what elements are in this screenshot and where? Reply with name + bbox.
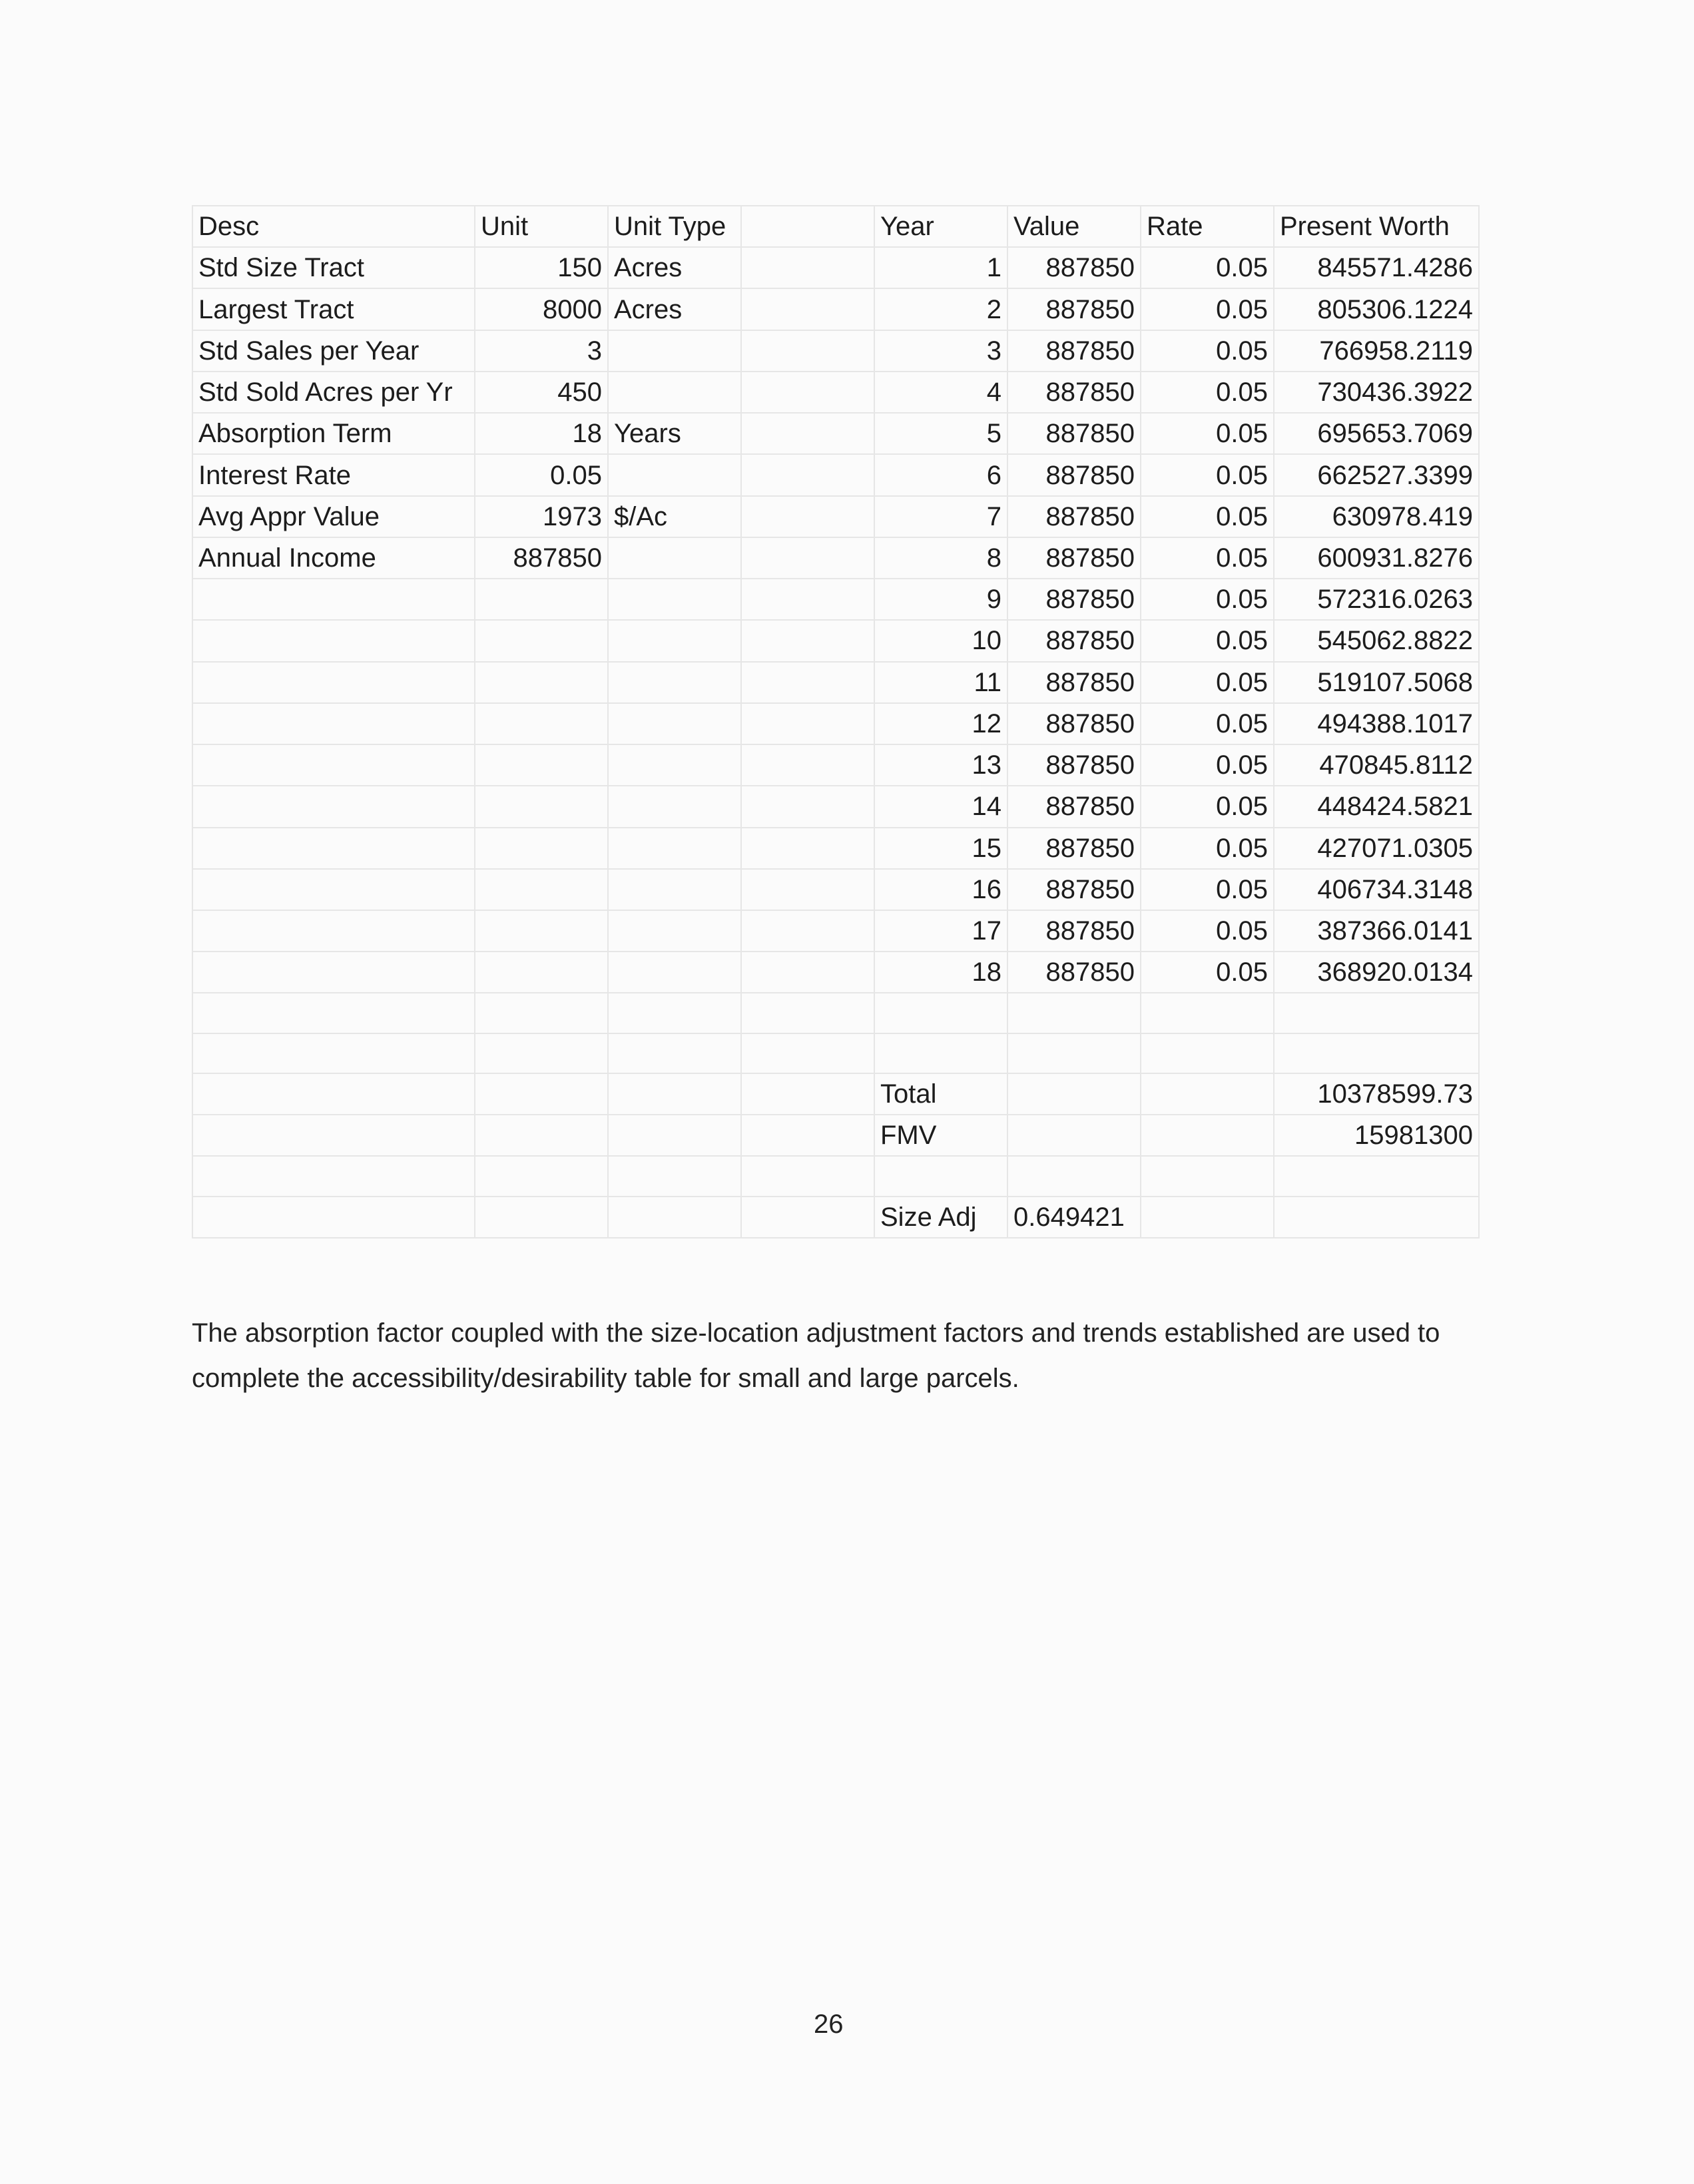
empty-cell	[608, 1156, 741, 1196]
present-worth-cell: 766958.2119	[1274, 330, 1479, 372]
empty-cell	[741, 662, 874, 703]
rate-cell: 0.05	[1141, 247, 1274, 288]
empty-cell	[192, 1197, 475, 1238]
caption-paragraph: The absorption factor coupled with the size-location adjustment factors and trends established are used to complete the accessibility/desirability table for small and large parcels.	[192, 1318, 1440, 1393]
year-cell: 17	[874, 910, 1007, 952]
unit-type-cell: Years	[608, 413, 741, 454]
desc-cell: Interest Rate	[192, 454, 475, 495]
unit-type-cell: $/Ac	[608, 496, 741, 537]
empty-cell	[475, 993, 608, 1033]
empty-cell	[1141, 1073, 1274, 1115]
rate-cell: 0.05	[1141, 828, 1274, 869]
present-worth-cell: 406734.3148	[1274, 869, 1479, 910]
table-row	[192, 1033, 1479, 1073]
rate-cell: 0.05	[1141, 372, 1274, 413]
unit-cell: 3	[475, 330, 608, 372]
rate-cell: 0.05	[1141, 703, 1274, 744]
empty-cell	[874, 993, 1007, 1033]
present-worth-cell: 545062.8822	[1274, 620, 1479, 661]
empty-cell	[192, 1156, 475, 1196]
year-cell: 15	[874, 828, 1007, 869]
value-cell: 887850	[1007, 910, 1141, 952]
year-cell: 8	[874, 537, 1007, 579]
desc-cell: Avg Appr Value	[192, 496, 475, 537]
year-cell: 12	[874, 703, 1007, 744]
table-row	[192, 579, 1479, 620]
table-row	[192, 910, 1479, 952]
empty-cell	[741, 1156, 874, 1196]
header-unit-type: Unit Type	[608, 206, 741, 247]
empty-cell	[192, 620, 475, 661]
empty-cell	[1141, 993, 1274, 1033]
empty-cell	[741, 1073, 874, 1115]
unit-type-cell	[608, 330, 741, 372]
empty-cell	[475, 828, 608, 869]
value-cell: 887850	[1007, 454, 1141, 495]
desc-cell: Annual Income	[192, 537, 475, 579]
value-cell: 887850	[1007, 828, 1141, 869]
empty-cell	[475, 1073, 608, 1115]
empty-cell	[475, 1197, 608, 1238]
empty-cell	[608, 828, 741, 869]
fmv-label: FMV	[874, 1115, 1007, 1156]
page-number: 26	[814, 2010, 844, 2039]
year-cell: 3	[874, 330, 1007, 372]
value-cell: 887850	[1007, 744, 1141, 786]
rate-cell: 0.05	[1141, 910, 1274, 952]
rate-cell: 0.05	[1141, 496, 1274, 537]
empty-cell	[608, 620, 741, 661]
empty-cell	[1274, 993, 1479, 1033]
empty-cell	[1007, 993, 1141, 1033]
value-cell: 887850	[1007, 537, 1141, 579]
empty-cell	[741, 993, 874, 1033]
empty-cell	[608, 579, 741, 620]
year-cell: 1	[874, 247, 1007, 288]
empty-cell	[741, 496, 874, 537]
table-row	[192, 620, 1479, 661]
header-unit: Unit	[475, 206, 608, 247]
empty-cell	[608, 1073, 741, 1115]
empty-cell	[608, 993, 741, 1033]
empty-cell	[192, 952, 475, 993]
year-cell: 10	[874, 620, 1007, 661]
value-cell: 887850	[1007, 786, 1141, 827]
empty-cell	[192, 993, 475, 1033]
empty-cell	[475, 744, 608, 786]
year-cell: 9	[874, 579, 1007, 620]
empty-cell	[192, 869, 475, 910]
empty-cell	[741, 247, 874, 288]
empty-cell	[874, 1156, 1007, 1196]
year-cell: 6	[874, 454, 1007, 495]
rate-cell: 0.05	[1141, 330, 1274, 372]
present-worth-cell: 387366.0141	[1274, 910, 1479, 952]
fmv-value: 15981300	[1274, 1115, 1479, 1156]
spreadsheet-table	[192, 205, 1480, 1238]
value-cell: 887850	[1007, 869, 1141, 910]
present-worth-cell: 519107.5068	[1274, 662, 1479, 703]
rate-cell: 0.05	[1141, 786, 1274, 827]
empty-cell	[1141, 1033, 1274, 1073]
unit-cell: 150	[475, 247, 608, 288]
empty-cell	[741, 828, 874, 869]
empty-cell	[741, 454, 874, 495]
empty-cell	[1007, 1073, 1141, 1115]
present-worth-cell: 427071.0305	[1274, 828, 1479, 869]
empty-cell	[741, 1033, 874, 1073]
empty-cell	[608, 786, 741, 827]
unit-cell: 18	[475, 413, 608, 454]
value-cell: 887850	[1007, 288, 1141, 330]
empty-cell	[741, 620, 874, 661]
empty-cell	[1141, 1115, 1274, 1156]
empty-cell	[1007, 1156, 1141, 1196]
rate-cell: 0.05	[1141, 454, 1274, 495]
desc-cell: Absorption Term	[192, 413, 475, 454]
year-cell: 2	[874, 288, 1007, 330]
year-cell: 5	[874, 413, 1007, 454]
empty-cell	[1274, 1197, 1479, 1238]
year-cell: 13	[874, 744, 1007, 786]
table-row	[192, 413, 1479, 454]
empty-cell	[608, 1197, 741, 1238]
empty-cell	[192, 744, 475, 786]
table-row	[192, 247, 1479, 288]
empty-cell	[874, 1033, 1007, 1073]
table-row	[192, 869, 1479, 910]
empty-cell	[608, 703, 741, 744]
table-row	[192, 828, 1479, 869]
empty-cell	[475, 869, 608, 910]
desc-cell: Largest Tract	[192, 288, 475, 330]
table-row	[192, 952, 1479, 993]
empty-cell	[192, 828, 475, 869]
unit-cell: 450	[475, 372, 608, 413]
empty-cell	[192, 662, 475, 703]
table-row	[192, 1073, 1479, 1115]
unit-cell: 0.05	[475, 454, 608, 495]
empty-cell	[192, 579, 475, 620]
rate-cell: 0.05	[1141, 952, 1274, 993]
empty-cell	[741, 330, 874, 372]
empty-cell	[741, 910, 874, 952]
unit-type-cell	[608, 372, 741, 413]
table-row	[192, 330, 1479, 372]
year-cell: 18	[874, 952, 1007, 993]
empty-cell	[475, 620, 608, 661]
empty-cell	[741, 869, 874, 910]
rate-cell: 0.05	[1141, 744, 1274, 786]
empty-cell	[608, 1033, 741, 1073]
empty-cell	[741, 703, 874, 744]
year-cell: 4	[874, 372, 1007, 413]
value-cell: 887850	[1007, 330, 1141, 372]
table-row	[192, 1197, 1479, 1238]
unit-type-cell: Acres	[608, 288, 741, 330]
table-row	[192, 496, 1479, 537]
empty-cell	[192, 786, 475, 827]
desc-cell: Std Size Tract	[192, 247, 475, 288]
present-worth-cell: 630978.419	[1274, 496, 1479, 537]
value-cell: 887850	[1007, 703, 1141, 744]
unit-cell: 1973	[475, 496, 608, 537]
empty-cell	[741, 952, 874, 993]
rate-cell: 0.05	[1141, 662, 1274, 703]
table-row	[192, 1115, 1479, 1156]
table-row	[192, 288, 1479, 330]
value-cell: 887850	[1007, 579, 1141, 620]
value-cell: 887850	[1007, 413, 1141, 454]
empty-cell	[741, 372, 874, 413]
present-worth-cell: 368920.0134	[1274, 952, 1479, 993]
header-present-worth: Present Worth	[1274, 206, 1479, 247]
table-row	[192, 537, 1479, 579]
present-worth-cell: 470845.8112	[1274, 744, 1479, 786]
size-adj-value: 0.649421	[1007, 1197, 1141, 1238]
empty-cell	[192, 1115, 475, 1156]
present-worth-cell: 448424.5821	[1274, 786, 1479, 827]
present-worth-cell: 600931.8276	[1274, 537, 1479, 579]
empty-cell	[192, 1033, 475, 1073]
unit-type-cell: Acres	[608, 247, 741, 288]
empty-cell	[741, 579, 874, 620]
table-row	[192, 703, 1479, 744]
value-cell: 887850	[1007, 372, 1141, 413]
empty-cell	[475, 1033, 608, 1073]
empty-cell	[741, 744, 874, 786]
present-worth-cell: 845571.4286	[1274, 247, 1479, 288]
desc-cell: Std Sales per Year	[192, 330, 475, 372]
header-year: Year	[874, 206, 1007, 247]
unit-cell: 887850	[475, 537, 608, 579]
present-worth-cell: 695653.7069	[1274, 413, 1479, 454]
value-cell: 887850	[1007, 247, 1141, 288]
empty-cell	[475, 579, 608, 620]
present-worth-cell: 730436.3922	[1274, 372, 1479, 413]
empty-cell	[608, 869, 741, 910]
empty-cell	[741, 206, 874, 247]
header-desc: Desc	[192, 206, 475, 247]
empty-cell	[1274, 1156, 1479, 1196]
empty-cell	[741, 413, 874, 454]
empty-cell	[1007, 1115, 1141, 1156]
present-worth-cell: 572316.0263	[1274, 579, 1479, 620]
empty-cell	[608, 744, 741, 786]
empty-cell	[475, 1156, 608, 1196]
rate-cell: 0.05	[1141, 288, 1274, 330]
empty-cell	[741, 1197, 874, 1238]
table-row	[192, 744, 1479, 786]
header-rate: Rate	[1141, 206, 1274, 247]
empty-cell	[608, 662, 741, 703]
rate-cell: 0.05	[1141, 413, 1274, 454]
unit-type-cell	[608, 454, 741, 495]
empty-cell	[1274, 1033, 1479, 1073]
empty-cell	[741, 288, 874, 330]
present-worth-cell: 805306.1224	[1274, 288, 1479, 330]
empty-cell	[475, 1115, 608, 1156]
year-cell: 16	[874, 869, 1007, 910]
present-worth-cell: 494388.1017	[1274, 703, 1479, 744]
empty-cell	[741, 786, 874, 827]
empty-cell	[475, 703, 608, 744]
empty-cell	[1141, 1156, 1274, 1196]
table-row	[192, 993, 1479, 1033]
table-row	[192, 206, 1479, 247]
value-cell: 887850	[1007, 496, 1141, 537]
empty-cell	[608, 910, 741, 952]
table-row	[192, 1156, 1479, 1196]
table-row	[192, 662, 1479, 703]
empty-cell	[1007, 1033, 1141, 1073]
rate-cell: 0.05	[1141, 620, 1274, 661]
rate-cell: 0.05	[1141, 869, 1274, 910]
empty-cell	[475, 786, 608, 827]
value-cell: 887850	[1007, 662, 1141, 703]
empty-cell	[475, 952, 608, 993]
total-label: Total	[874, 1073, 1007, 1115]
empty-cell	[192, 910, 475, 952]
unit-cell: 8000	[475, 288, 608, 330]
year-cell: 14	[874, 786, 1007, 827]
total-value: 10378599.73	[1274, 1073, 1479, 1115]
empty-cell	[475, 662, 608, 703]
empty-cell	[608, 952, 741, 993]
empty-cell	[192, 1073, 475, 1115]
empty-cell	[741, 537, 874, 579]
year-cell: 11	[874, 662, 1007, 703]
table-row	[192, 786, 1479, 827]
empty-cell	[1141, 1197, 1274, 1238]
rate-cell: 0.05	[1141, 537, 1274, 579]
empty-cell	[741, 1115, 874, 1156]
empty-cell	[608, 1115, 741, 1156]
desc-cell: Std Sold Acres per Yr	[192, 372, 475, 413]
rate-cell: 0.05	[1141, 579, 1274, 620]
header-value: Value	[1007, 206, 1141, 247]
value-cell: 887850	[1007, 952, 1141, 993]
unit-type-cell	[608, 537, 741, 579]
empty-cell	[475, 910, 608, 952]
table-row	[192, 372, 1479, 413]
value-cell: 887850	[1007, 620, 1141, 661]
size-adj-label: Size Adj	[874, 1197, 1007, 1238]
table-row	[192, 454, 1479, 495]
year-cell: 7	[874, 496, 1007, 537]
present-worth-cell: 662527.3399	[1274, 454, 1479, 495]
empty-cell	[192, 703, 475, 744]
